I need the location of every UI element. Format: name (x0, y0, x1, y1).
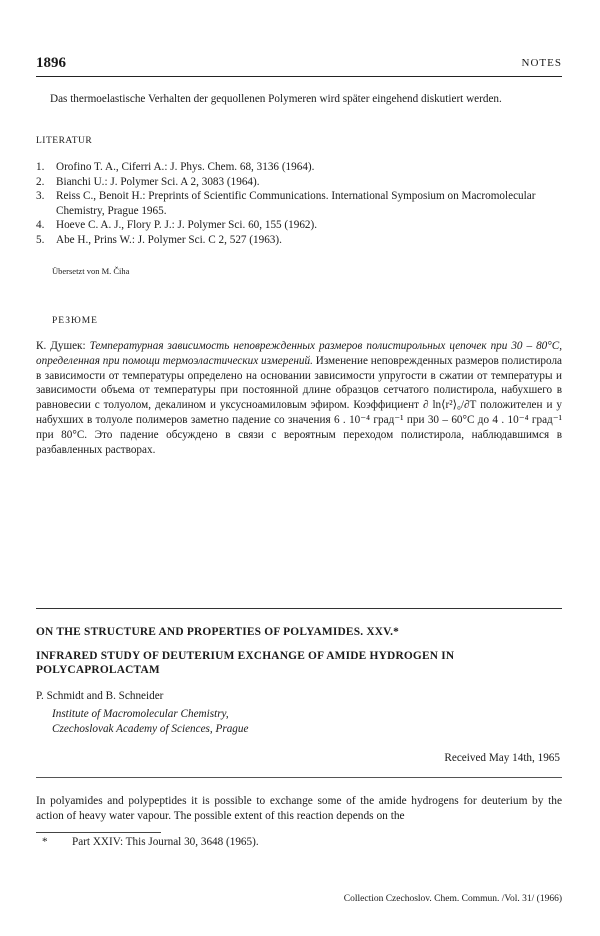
article-body: In polyamides and polypeptides it is possible to exchange some of the amide hydrogens for deuterium by the action of heavy water vapour. The possible extent of this reaction depends on the (36, 795, 562, 823)
affiliation-line: Czechoslovak Academy of Sciences, Prague (52, 723, 249, 735)
affiliation-line: Institute of Macromolecular Chemistry, (52, 708, 229, 720)
reference-text: Reiss C., Benoit H.: Preprints of Scientific Communications. International Symposium on Macromolecular Chemistry, Prague 1965. (56, 190, 536, 217)
reference-number: 4. (36, 219, 45, 232)
journal-footer: Collection Czechoslov. Chem. Commun. /Vol. 31/ (1966) (343, 894, 562, 904)
page-number: 1896 (36, 55, 66, 71)
reference-item (36, 160, 562, 175)
header-rule (36, 76, 562, 77)
article-title: ON THE STRUCTURE AND PROPERTIES OF POLYAMIDES. XXV.* (36, 626, 400, 638)
german-paragraph: Das thermoelastische Verhalten der gequollenen Polymeren wird später eingehend diskutiert werden. (50, 93, 502, 105)
reference-number: 1. (36, 161, 45, 173)
rezyume-paragraph (36, 339, 562, 457)
footnote (42, 836, 259, 848)
reference-list (36, 160, 562, 248)
reference-item (36, 218, 562, 233)
rezyume-body: Изменение неповрежденных размеров полистирола в зависимости от температуры определено на основании зависимости упругости в сжатии от температуры и зависимости объема от температуры при постоянной длине образцов сетчатого полистирола, набухшего в равновесии с толуолом, декалином и уксусноамиловым эфиром. Коэффициент ∂ ln⟨r²⟩₀/∂T положителен и у набухших в толуоле полимеров заметно падение со значения 6 . 10⁻⁴ град⁻¹ при 30 – 60°С до 4 . 10⁻⁴ град⁻¹ при 80°С. Это падение обсуждено в связи с вероятным переходом полистирола, наблюдавшимся в разбавленных растворах. (36, 354, 562, 456)
page-header (36, 55, 562, 75)
article-affiliation (52, 707, 248, 737)
reference-number: 5. (36, 233, 45, 246)
footnote-text: Part XXIV: This Journal 30, 3648 (1965). (72, 836, 259, 848)
received-divider (36, 777, 562, 778)
literatur-heading: LITERATUR (36, 136, 93, 146)
footnote-rule (36, 832, 161, 833)
journal-page (36, 0, 562, 936)
rezyume-title: Температурная зависимость неповрежденных размеров полистирольных цепочек при 30 – 80°С, определенная при помощи термоэластических измерений. (36, 340, 562, 367)
reference-number: 3. (36, 190, 45, 203)
rezyume-author: К. Душек: (36, 340, 86, 352)
received-date: Received May 14th, 1965 (444, 752, 560, 764)
section-divider (36, 608, 562, 609)
rezyume-heading: РЕЗЮМЕ (52, 316, 98, 326)
translator-note: Übersetzt von M. Čiha (52, 266, 130, 276)
reference-text: Hoeve C. A. J., Flory P. J.: J. Polymer Sci. 60, 155 (1962). (56, 219, 318, 232)
reference-item (36, 233, 562, 248)
reference-number: 2. (36, 175, 45, 188)
reference-item (36, 175, 562, 190)
reference-text: Bianchi U.: J. Polymer Sci. A 2, 3083 (1964). (56, 175, 260, 188)
article-authors: P. Schmidt and B. Schneider (36, 690, 164, 702)
reference-text: Abe H., Prins W.: J. Polymer Sci. C 2, 527 (1963). (56, 233, 282, 246)
reference-text: Orofino T. A., Ciferri A.: J. Phys. Chem. 68, 3136 (1964). (56, 161, 315, 173)
article-subtitle: INFRARED STUDY OF DEUTERIUM EXCHANGE OF AMIDE HYDROGEN IN POLYCAPROLACTAM (36, 650, 455, 677)
reference-item (36, 189, 562, 218)
footnote-mark: * (42, 836, 48, 848)
running-head: NOTES (521, 57, 562, 69)
